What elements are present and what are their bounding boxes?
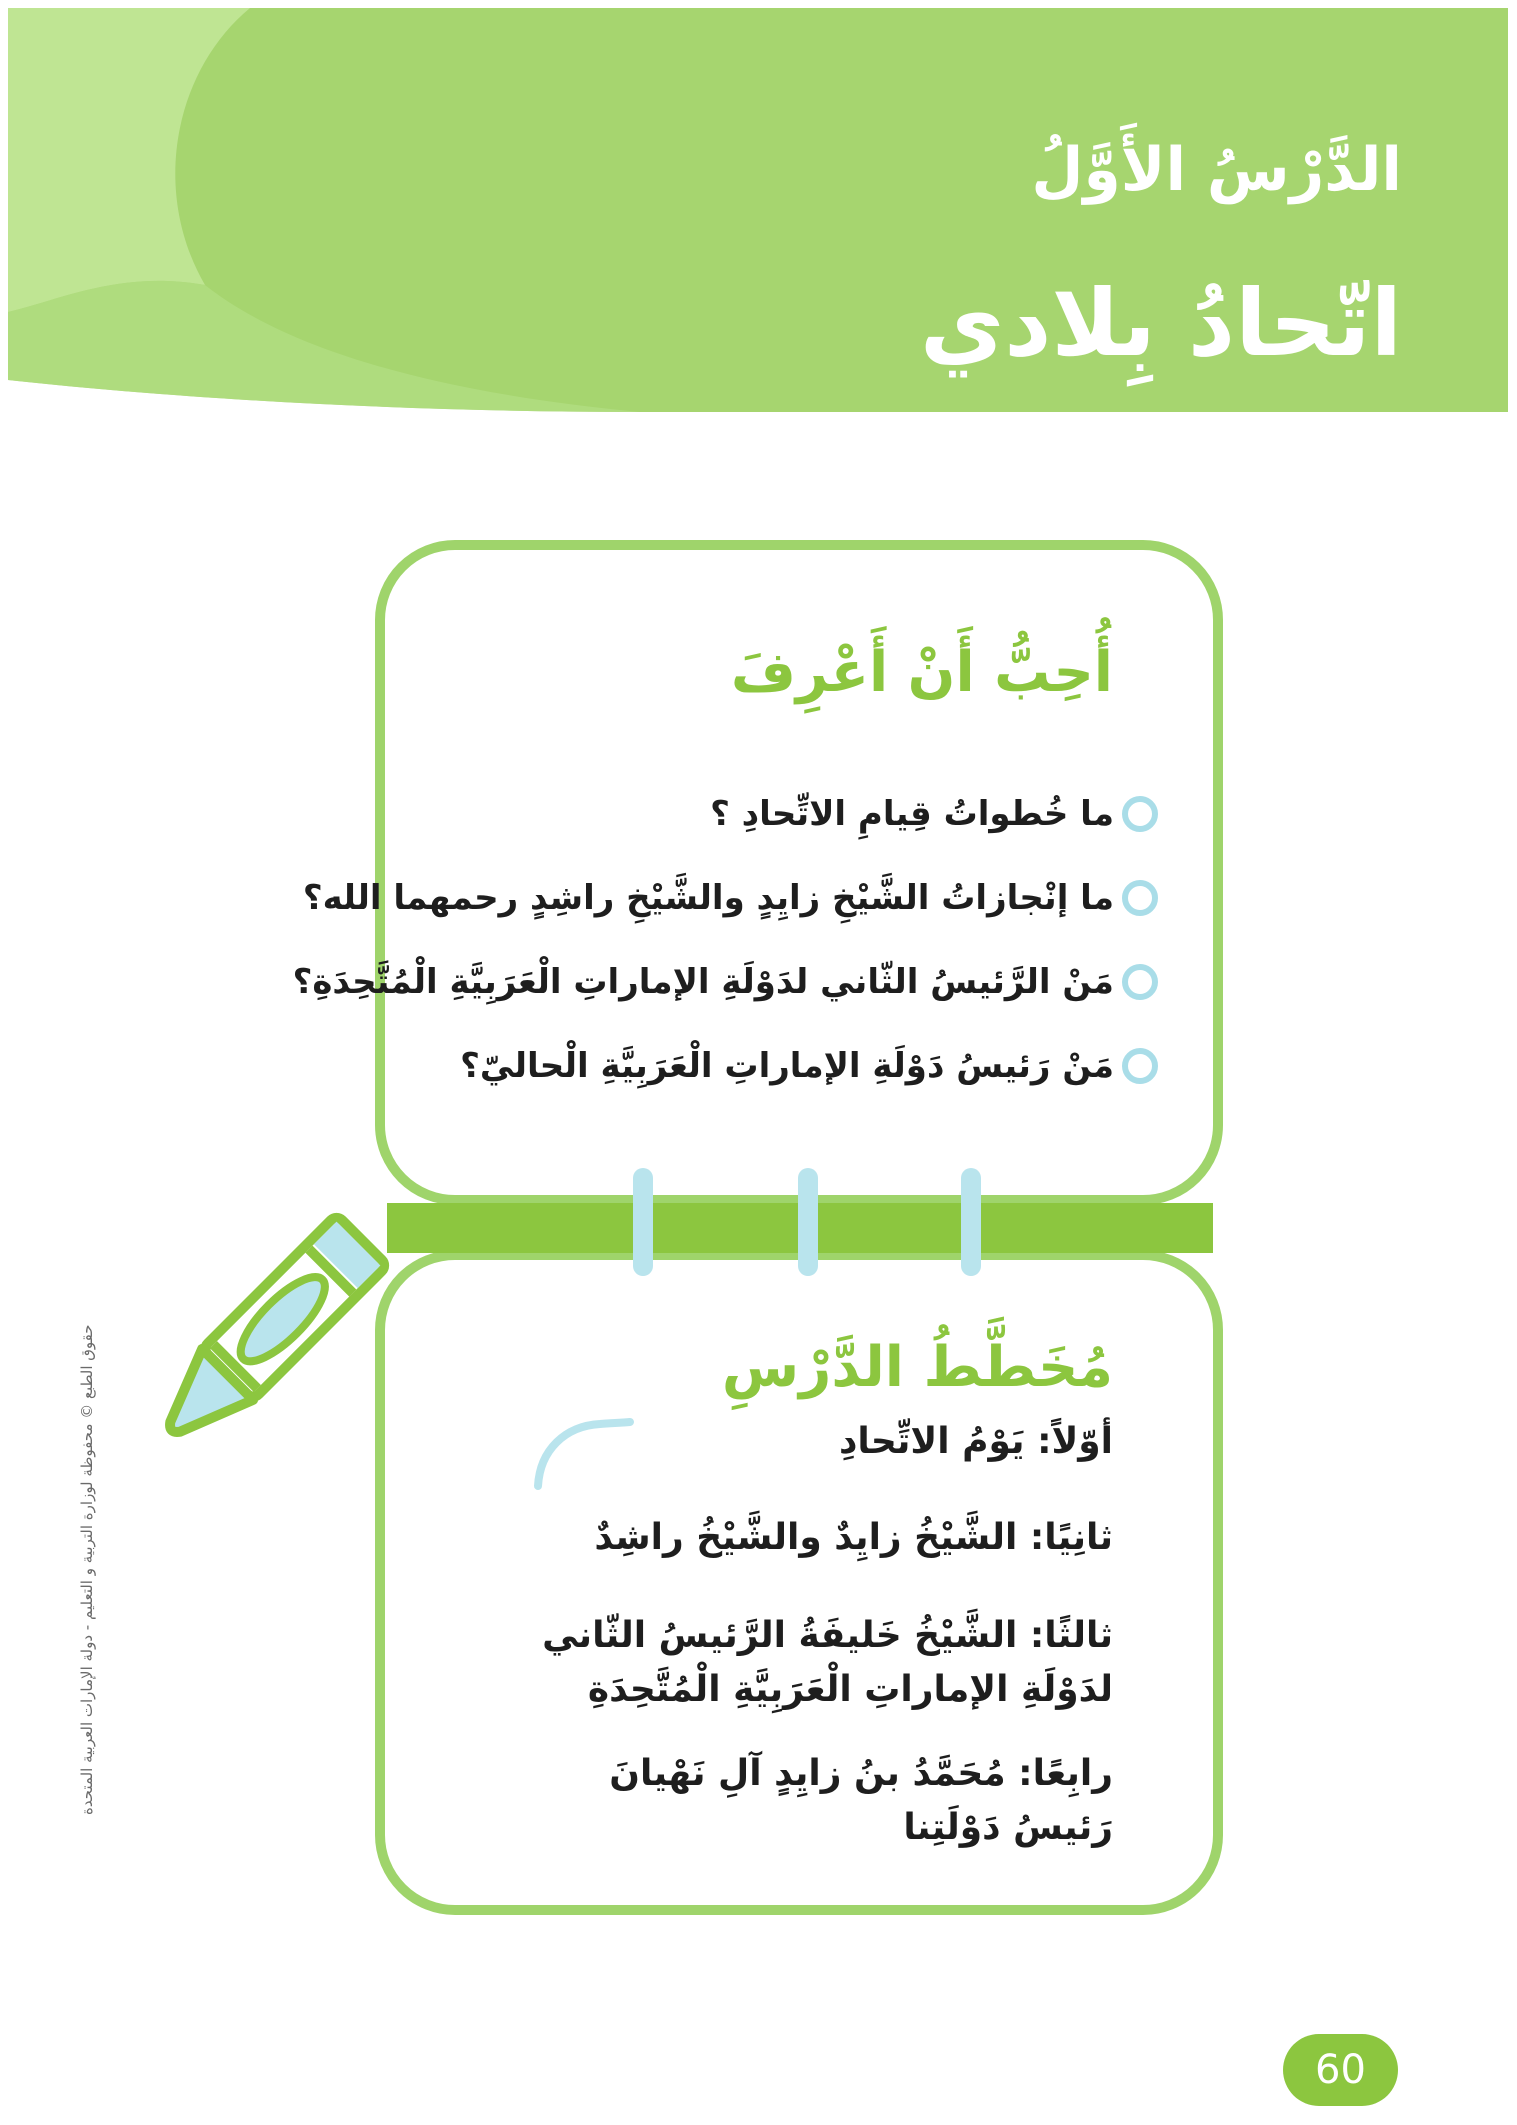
outline-item-third-cont: لدَوْلَةِ الإماراتِ الْعَرَبِيَّةِ الْمُتَّحِدَةِ bbox=[587, 1669, 1113, 1710]
question-text: ما إنْجازاتُ الشَّيْخِ زايِدٍ والشَّيْخِ راشِدٍ رحمهما الله؟ bbox=[302, 878, 1114, 918]
page-number: 60 bbox=[1283, 2034, 1398, 2106]
lesson-title: اتّحادُ بِلادي bbox=[919, 270, 1402, 377]
lesson-outline-heading: مُخَطَّطُ الدَّرْسِ bbox=[721, 1335, 1113, 1400]
outline-item-second: ثانِيًا: الشَّيْخُ زايِدٌ والشَّيْخُ راشِدٌ bbox=[594, 1517, 1113, 1558]
objectives-heading: أُحِبُّ أَنْ أَعْرِفَ bbox=[730, 640, 1113, 705]
outline-item-fourth: رابِعًا: مُحَمَّدُ بنُ زايِدٍ آلِ نَهْيانَ bbox=[609, 1753, 1113, 1794]
outline-item-fourth-cont: رَئيسُ دَوْلَتِنا bbox=[903, 1807, 1113, 1848]
question-text: مَنْ الرَّئيسُ الثّاني لدَوْلَةِ الإماراتِ الْعَرَبِيَّةِ الْمُتَّحِدَةِ؟ bbox=[292, 962, 1114, 1002]
copyright-note: حقوق الطبع © محفوظة لوزارة التربية و التعليم - دولة الإمارات العربية المتحدة bbox=[78, 1324, 96, 1815]
outline-item-first: أوّلاً: يَوْمُ الاتِّحادِ bbox=[838, 1421, 1113, 1462]
outline-item-third: ثالثًا: الشَّيْخُ خَليفَةُ الرَّئيسُ الثّاني bbox=[542, 1615, 1113, 1656]
lesson-number-label: الدَّرْسُ الأَوَّلُ bbox=[1031, 135, 1402, 205]
question-text: ما خُطواتُ قِيامِ الاتِّحادِ ؟ bbox=[710, 794, 1114, 834]
question-text: مَنْ رَئيسُ دَوْلَةِ الإماراتِ الْعَرَبِيَّةِ الْحاليّ؟ bbox=[460, 1046, 1114, 1086]
